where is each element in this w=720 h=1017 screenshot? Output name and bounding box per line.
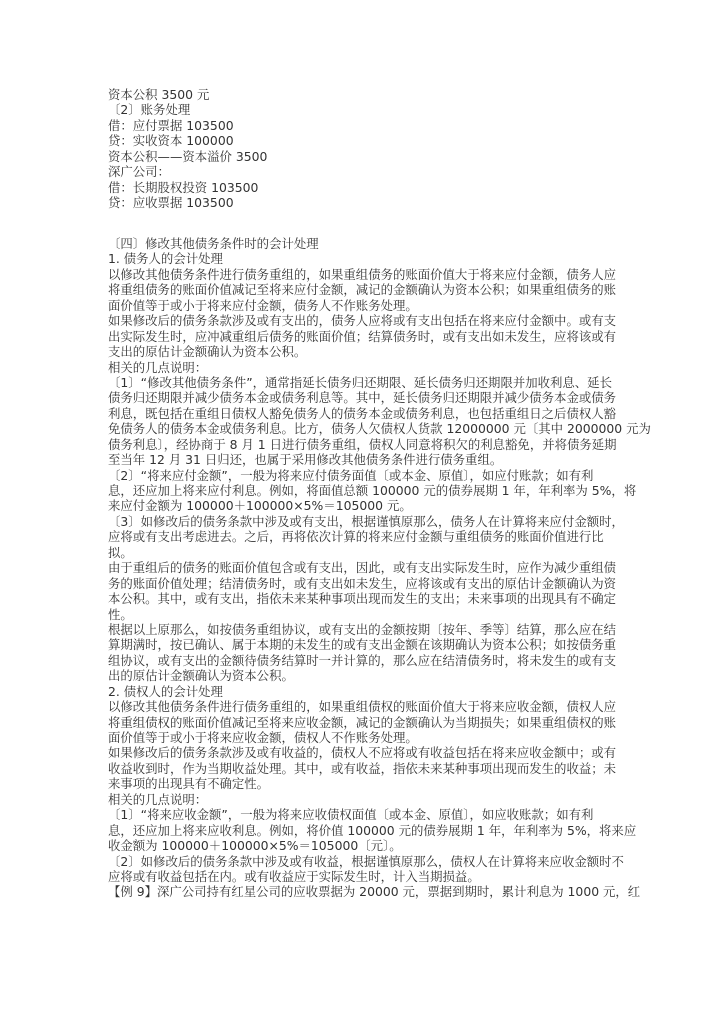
text-line: 免债务人的债务本金或债务利息。比方，债务人欠债权人货款 12000000 元〔其中 2000000 元为 — [108, 421, 651, 437]
text-line: 收益收到时，作为当期收益处理。其中，或有收益，指依未来某种事项出现而发生的收益；未 — [108, 760, 617, 776]
text-line: 贷：实收资本 100000 — [108, 133, 234, 149]
text-line: 应将或有收益包括在内。或有收益应于实际发生时，计入当期损益。 — [108, 868, 480, 884]
text-line: 债务归还期限并减少债务本金或债务利息等。其中，延长债务归还期限并减少债务本金或债务 — [108, 390, 617, 406]
text-line: 借：应付票据 103500 — [108, 117, 234, 133]
text-line: 息，还应加上将来应收利息。例如，将价值 100000 元的债券展期 1 年，年利率为 5%，将来应 — [108, 822, 637, 838]
text-line: 资本公积——资本溢价 3500 — [108, 148, 268, 164]
text-line: 算期满时，按已确认、属于本期的未发生的或有支出金额在该期确认为资本公积；如按债务重 — [108, 637, 617, 653]
text-line: 将重组债权的账面价值减记至将来应收金额，减记的金额确认为当期损失；如果重组债权的账 — [108, 714, 617, 730]
text-line: 深广公司： — [108, 164, 170, 180]
text-line: 资本公积 3500 元 — [108, 87, 210, 102]
text-line: 以修改其他债务条件进行债务重组的，如果重组债务的账面价值大于将来应付金额，债务人应 — [108, 266, 617, 282]
text-line: 性。 — [108, 606, 133, 622]
text-line: 以修改其他债务条件进行债务重组的，如果重组债权的账面价值大于将来应收金额，债权人应 — [108, 699, 617, 715]
text-line: 债务利息〕，经协商于 8 月 1 日进行债务重组，债权人同意将积欠的利息豁免，并将债务延期 — [108, 436, 617, 452]
text-line: 根据以上原那么，如按债务重组协议，或有支出的金额按期〔按年、季等〕结算，那么应在结 — [108, 621, 617, 637]
text-line: 〔2〕“将来应付金额”，一般为将来应付债务面值〔或本金、原值〕，如应付账款；如有利 — [108, 467, 594, 483]
text-line: 面价值等于或小于将来应付金额，债务人不作账务处理。 — [108, 297, 418, 313]
text-line: 由于重组后的债务的账面价值包含或有支出，因此，或有支出实际发生时，应作为减少重组债 — [108, 560, 617, 576]
text-line: 【例 9】深广公司持有红星公司的应收票据为 20000 元，票据到期时，累计利息为 1000 元，红 — [108, 884, 641, 900]
text-line: 贷：应收票据 103500 — [108, 195, 234, 211]
text-line: 本公积。其中，或有支出，指依未来某种事项出现而发生的支出；未来事项的出现具有不确定 — [108, 591, 617, 607]
journal-entry-block — [108, 87, 668, 211]
text-line: 至当年 12 月 31 日归还，也属于采用修改其他债务条件进行债务重组。 — [108, 452, 503, 468]
text-line: 出的原估计金额确认为资本公积。 — [108, 668, 294, 684]
text-line: 来事项的出现具有不确定性。 — [108, 776, 270, 792]
text-line: 支出的原估计金额确认为资本公积。 — [108, 344, 307, 360]
text-line: 〔四〕修改其他债务条件时的会计处理 — [108, 236, 319, 251]
text-line: 息，还应加上将来应付利息。例如，将面值总额 100000 元的债券展期 1 年，年利率为 5%，将 — [108, 483, 637, 498]
text-line: 应将或有支出考虑进去。之后，再将依次计算的将来应付金额与重组债务的账面价值进行比 — [108, 529, 604, 545]
text-line: 〔1〕“将来应收金额”，一般为将来应收债权面值〔或本金、原值〕，如应收账款；如有利 — [108, 807, 594, 823]
text-line: 〔2〕账务处理 — [108, 102, 191, 118]
text-line: 借：长期股权投资 103500 — [108, 179, 259, 195]
text-line: 相关的几点说明： — [108, 359, 208, 375]
text-line: 〔3〕如修改后的债务条款中涉及或有支出，根据谨慎原那么，债务人在计算将来应付金额时， — [108, 513, 624, 529]
text-line: 来应付金额为 100000＋100000×5%＝105000 元。 — [108, 498, 412, 514]
text-line: 〔1〕“修改其他债务条件”，通常指延长债务归还期限、延长债务归还期限并加收利息、延长 — [108, 374, 612, 390]
text-line: 相关的几点说明： — [108, 791, 208, 807]
text-line: 将重组债务的账面价值减记至将来应付金额，减记的金额确认为资本公积；如果重组债务的账 — [108, 282, 617, 298]
text-line: 1. 债务人的会计处理 — [108, 251, 223, 267]
text-line: 组协议，或有支出的金额待债务结算时一并计算的，那么应在结清债务时，将未发生的或有支 — [108, 652, 617, 668]
modify-debt-terms-section — [108, 236, 668, 900]
text-line: 〔2〕如修改后的债务条款中涉及或有收益，根据谨慎原那么，债权人在计算将来应收金额时不 — [108, 853, 624, 869]
text-line: 收金额为 100000＋100000×5%＝105000〔元〕。 — [108, 838, 402, 854]
text-line: 拟。 — [108, 544, 133, 560]
text-line: 面价值等于或小于将来应收金额，债权人不作账务处理。 — [108, 730, 418, 745]
text-line: 出实际发生时，应冲减重组后债务的账面价值；结算债务时，或有支出如未发生，应将该或有 — [108, 328, 617, 344]
text-line: 如果修改后的债务条款涉及或有支出的，债务人应将或有支出包括在将来应付金额中。或有支 — [108, 313, 617, 329]
text-line: 2. 债权人的会计处理 — [108, 683, 223, 699]
text-line: 利息，既包括在重组日债权人豁免债务人的债务本金或债务利息，也包括重组日之后债权人豁 — [108, 405, 617, 421]
text-line: 务的账面价值处理；结清债务时，或有支出如未发生，应将该或有支出的原估计金额确认为资 — [108, 575, 617, 591]
text-line: 如果修改后的债务条款涉及或有收益的，债权人不应将或有收益包括在将来应收金额中；或有 — [108, 745, 617, 761]
